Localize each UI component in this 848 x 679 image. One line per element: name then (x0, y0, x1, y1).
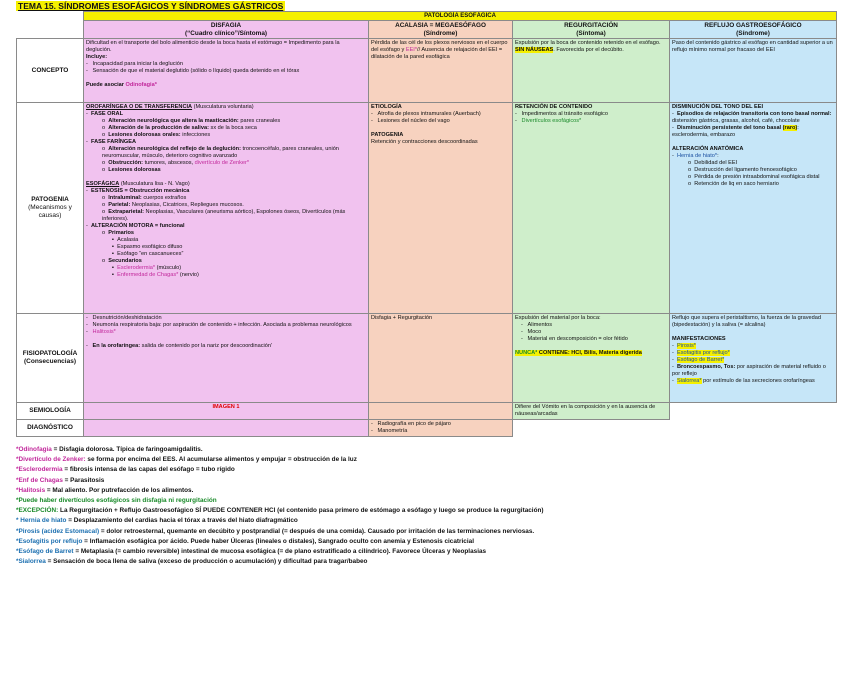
cell-concepto-reflujo: Paso del contenido gástrico al esófago en cantidad superior a un reflujo mínimo normal por fracaso del EEI (670, 39, 837, 103)
note-sialorrea: *Sialorrea = Sensación de boca llena de saliva (exceso de producción o acumulación) y dificultad para tragar/babeo (16, 558, 368, 566)
note-esclerodermia: *Esclerodermia = fibrosis intensa de las capas del esófago = tubo rígido (16, 466, 235, 474)
cell-patogenia-acalasia: ETIOLOGÍA - Atrofia de plexos intramurales (Auerbach) - Lesiones del núcleo del vago PATOGENIA Retención y contracciones descoordinadas (369, 103, 513, 314)
cell-semiologia-acalasia (369, 403, 513, 420)
cell-patogenia-regurgitacion: RETENCIÓN DE CONTENIDO - Impedimentos al tránsito esofágico - Divertículos esofágicos* (513, 103, 670, 314)
row-label-diagnostico: DIAGNÓSTICO (17, 420, 84, 437)
note-excepcion: *EXCEPCIÓN: La Regurgitación + Reflujo Gastroesofágico SÍ PUEDE CONTENER HCl (el contenido pasa primero de estómago a esófago y luego se produce la regurgitación) (16, 507, 544, 515)
note-hernia: * Hernia de hiato = Desplazamiento del cardias hacia el tórax a través del hiato diafragmático (16, 517, 298, 525)
note-chagas: *Enf de Chagas = Parasitosis (16, 476, 105, 484)
cell-semiologia-regurgitacion: Difiere del Vómito en la composición y en la ausencia de náuseas/arcadas (513, 403, 670, 420)
page-title: TEMA 15. SÍNDROMES ESOFÁGICOS Y SÍNDROMES GÁSTRICOS (18, 1, 284, 11)
cell-fisio-regurgitacion: Expulsión del material por la boca: - Alimentos - Moco - Material en descomposición = olor fétido NUNCA* CONTIENE: HCl, Bilis, Materia digerida (513, 314, 670, 403)
header-reflujo: REFLUJO GASTROESOFÁGICO (Síndrome) (670, 21, 837, 39)
header-disfagia: DISFAGIA (“Cuadro clínico”/Síntoma) (84, 21, 369, 39)
note-halitosis: *Halitosis = Mal aliento. Por putrefacción de los alimentos. (16, 486, 194, 494)
cell-diagnostico-acalasia: - Radiografía en pico de pájaro - Manometría (369, 420, 513, 437)
note-diverticulos: *Puede haber divertículos esofágicos sin disfagia ni regurgitación (16, 497, 217, 505)
group-header: PATOLOGÍA ESOFÁGICA (84, 12, 837, 21)
cell-fisio-disfagia: - Desnutrición/deshidratación - Neumonía respiratoria baja: por aspiración de contenido + infección. Asociada a problemas neurológicos - Halitosis* - En la orofaríngea: salida de contenido por la nariz por descoordinación' (84, 314, 369, 403)
cell-patogenia-reflujo: DISMINUCIÓN DEL TONO DEL EEI - Episodios de relajación transitoria con tono basal normal: distensión gástrica, grasas, alcohol, café, chocolate - Disminución persistente del tono basal (raro): esclerodermia, embarazo ALTERACIÓN ANATÓMICA - Hernia de hiato*: o Debilidad del EEI o Destrucción del ligamento frenoesofágico o Pérdida de presión intraabdominal esofágica distal o Retención de liq en saco herniario (670, 103, 837, 314)
cell-fisio-acalasia: Disfagia + Regurgitación (369, 314, 513, 403)
note-zenker: *Divertículo de Zenker: se forma por encima del EES. Al acumularse alimentos y empujar = obstrucción de la luz (16, 456, 357, 464)
note-esofagitis: *Esofagitis por reflujo = Inflamación esofágica por ácido. Puede haber Úlceras (lineales o distales), Sangrado oculto con anemia y Estenosis cicatricial (16, 537, 474, 545)
cell-concepto-disfagia: Dificultad en el transporte del bolo alimenticio desde la boca hasta el estómago = Impedimento para la deglución. Incluye: - Incapacidad para iniciar la deglución - Sensación de que el material deglutido (sólido o líquido) queda detenido en el tórax Puede asociar Odinofagia* (84, 39, 369, 103)
footnotes (16, 445, 544, 567)
row-label-concepto: CONCEPTO (17, 39, 84, 103)
note-pirosis: *Pirosis (acidez Estomacal) = dolor retroesternal, quemante en decúbito y postprandial (= después de una comida). Causado por irritación de las terminaciones nerviosas. (16, 527, 535, 535)
cell-fisio-reflujo: Reflujo que supera el peristaltismo, la fuerza de la gravedad (bipedestación) y la saliva (= alcalina) MANIFESTACIONES - Pirosis* - Esofagitis por reflujo* - Esófago de Barret* - Broncoespasmo, Tos: por aspiración de material refluido o por reflejo - Sialorrea* por estímulo de las secreciones orofaríngeas (670, 314, 837, 403)
cell-concepto-regurgitacion: Expulsión por la boca de contenido retenido en el esófago. SIN NÁUSEAS. Favorecida por el decúbito. (513, 39, 670, 103)
row-label-fisiopatologia: FISIOPATOLOGÍA (Consecuencias) (17, 314, 84, 403)
syndromes-table (16, 11, 837, 437)
header-acalasia: ACALASIA = MEGAESÓFAGO (Síndrome) (369, 21, 513, 39)
row-label-semiologia: SEMIOLOGÍA (17, 403, 84, 420)
cell-diagnostico-disfagia (84, 420, 369, 437)
cell-concepto-acalasia: Pérdida de las cél de los plexos nerviosos en el cuerpo del esófago y EEI*// Ausencia de relajación del EEI = dilatación de la pared esofágica (369, 39, 513, 103)
note-barret: *Esófago de Barret = Metaplasia (= cambio reversible) intestinal de mucosa esofágica (= de plano estratificado a cilíndrico). Favorece Úlceras y Neoplasias (16, 548, 487, 556)
header-regurgitacion: REGURGITACIÓN (Síntoma) (513, 21, 670, 39)
note-odinofagia: *Odinofagia = Disfagia dolorosa. Típica de faringoamigdalitis. (16, 446, 203, 453)
cell-patogenia-disfagia: OROFARÍNGEA O DE TRANSFERENCIA (Musculatura voluntaria) - FASE ORAL o Alteración neurológica que altera la masticación: pares craneales o Alteración de la producción de saliva: sx de la boca seca o Lesiones dolorosas orales: infecciones - FASE FARÍNGEA o Alteración neurológica del reflejo de la deglución: troncoencéfalo, pares craneales, unión neuromuscular, músculo, deterioro cognitivo avanzado o Obstrucción: tumores, abscesos, divertículo de Zenker* o Lesiones dolorosas ESOFÁGICA (Musculatura lisa - N. Vago) - ESTENOSIS = Obstrucción mecánica o Intraluminal: cuerpos extraños o Parietal: Neoplasias, Cicatrices, Repliegues mucosos. o Extraparietal: Neoplasias, Vasculares (aneurisma aórtico), Espolones óseos, Divertículos (más inferiores). - ALTERACIÓN MOTORA = funcional o Primarios ▪ Acalasia ▪ Espasmo esofágico difuso ▪ Esófago “en cascanueces” o Secundarios ▪ Esclerodermia* (músculo) ▪ Enfermedad de Chagas* (nervio) (84, 103, 369, 314)
row-label-patogenia: PATOGENIA (Mecanismos y causas) (17, 103, 84, 314)
cell-semiologia-disfagia: IMAGEN 1 (84, 403, 369, 420)
